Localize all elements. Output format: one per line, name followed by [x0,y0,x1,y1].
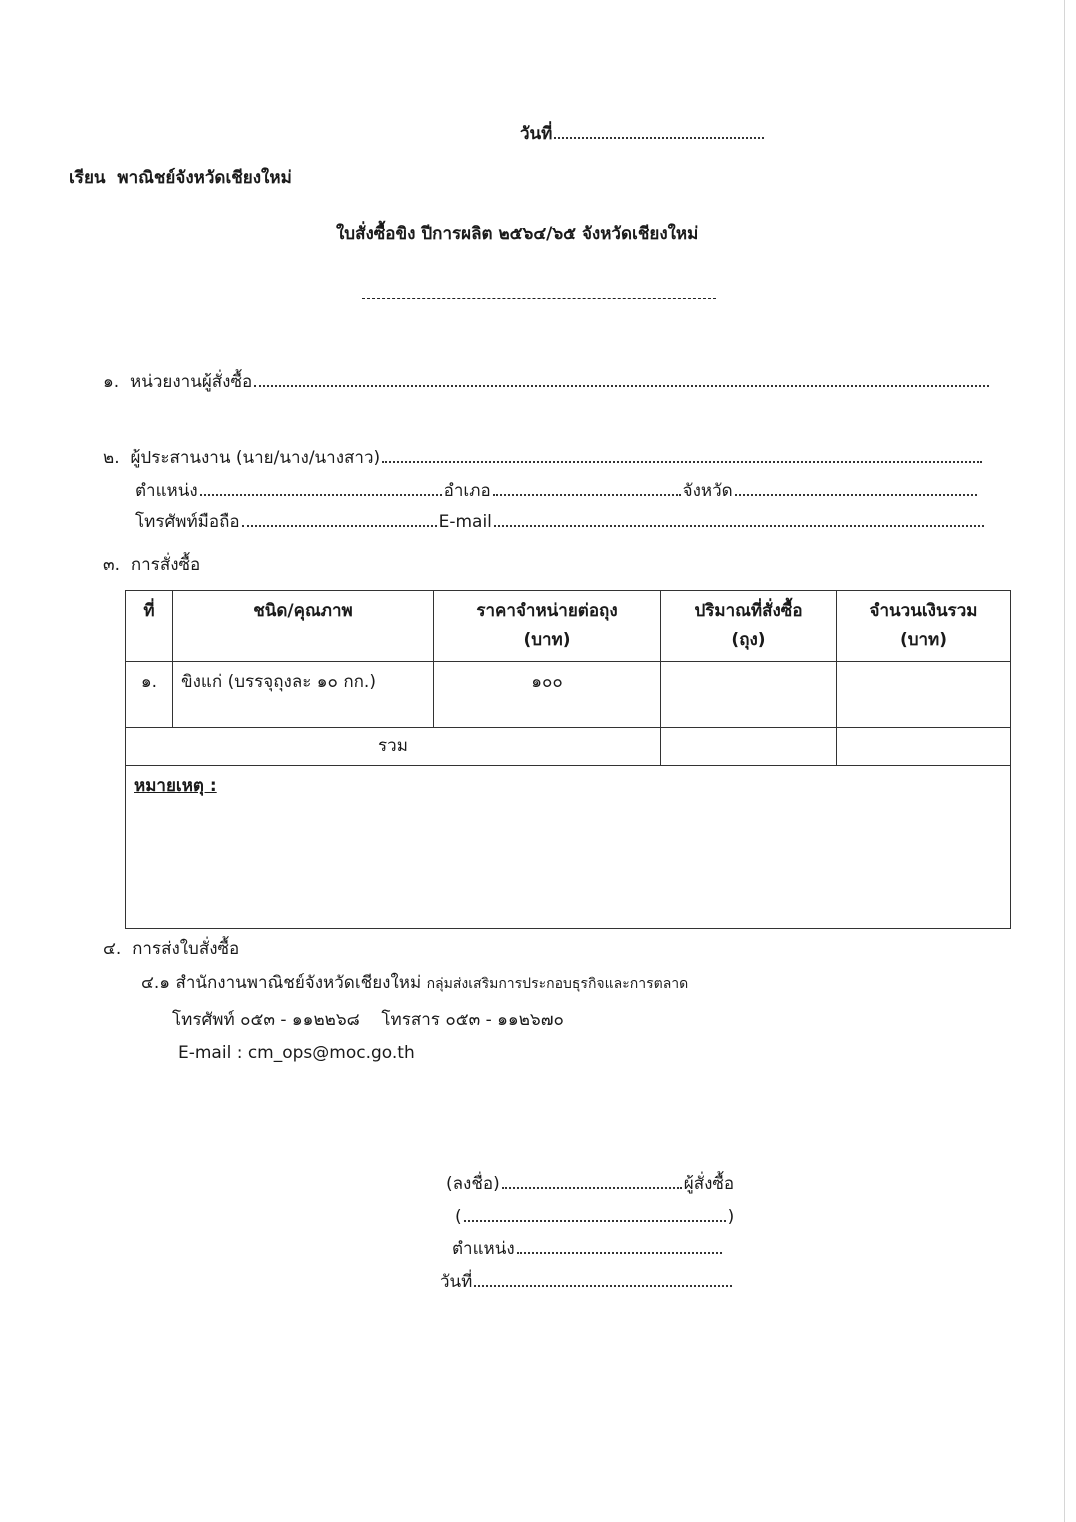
col-item-header: ชนิด/คุณภาพ [173,591,434,662]
table-header-row [126,591,1011,662]
section4-email-line: E-mail : cm_ops@moc.go.th [178,1043,415,1063]
section1-label: หน่วยงานผู้สั่งซื้อ [130,372,253,392]
email-field[interactable] [494,513,984,527]
section2-number: ๒. [103,448,120,468]
col-qty-header: ปริมาณที่สั่งซื้อ (ถุง) [661,591,837,662]
title-divider [362,298,716,299]
section4-office-line [141,973,688,993]
office-phone: โทรศัพท์ ๐๕๓ - ๑๑๒๒๖๘ [172,1010,360,1030]
date-line [520,124,766,144]
section1-line [103,372,991,392]
section2-contact-line [135,512,986,532]
email-label: E-mail [438,512,492,532]
signature-date-line [440,1272,734,1292]
total-amount-cell[interactable] [837,727,1011,765]
section4-number: ๔. [103,939,122,959]
section2-label: ผู้ประสานงาน (นาย/นาง/นางสาว) [130,448,381,468]
section1-number: ๑. [103,372,120,392]
signature-field[interactable] [502,1175,682,1189]
section4-sub-number: ๔.๑ [141,973,171,993]
signer-name-field[interactable] [464,1208,726,1222]
open-paren: ( [455,1207,462,1227]
col-amount-header: จำนวนเงินรวม (บาท) [837,591,1011,662]
signature-position-line [452,1239,724,1259]
section3-number: ๓. [103,555,121,575]
page-title: ใบสั่งซื้อขิง ปีการผลิต ๒๕๖๔/๖๕ จังหวัดเชียงใหม่ [336,224,699,244]
district-field[interactable] [493,482,681,496]
signature-line [446,1174,734,1194]
province-label: จังหวัด [682,481,733,501]
col-price-header: ราคาจำหน่ายต่อถุง (บาท) [434,591,661,662]
section4-line [103,939,239,959]
row-item: ขิงแก่ (บรรจุถุงละ ๑๐ กก.) [173,661,434,727]
row-no: ๑. [126,661,173,727]
section3-label: การสั่งซื้อ [130,555,201,575]
row-amount-cell[interactable] [837,661,1011,727]
note-cell[interactable] [126,765,1011,928]
close-paren: ) [727,1207,735,1227]
total-label: รวม [126,727,661,765]
mobile-label: โทรศัพท์มือถือ [135,512,240,532]
orderer-label: ผู้สั่งซื้อ [683,1174,735,1194]
sign-label: (ลงชื่อ) [446,1174,500,1194]
signer-position-label: ตำแหน่ง [452,1239,515,1259]
signature-name-line [455,1207,734,1227]
note-row [126,765,1011,928]
order-table [125,590,1011,929]
position-field[interactable] [200,482,442,496]
province-field[interactable] [735,482,977,496]
division-name: กลุ่มส่งเสริมการประกอบธุรกิจและการตลาด [426,976,689,992]
total-row [126,727,1011,765]
org-field[interactable] [254,373,989,387]
office-fax: โทรสาร ๐๕๓ - ๑๑๒๖๗๐ [381,1010,564,1030]
signer-position-field[interactable] [517,1240,722,1254]
section4-label: การส่งใบสั่งซื้อ [132,939,240,959]
section3-line [103,555,200,575]
total-qty-cell[interactable] [661,727,837,765]
table-row [126,661,1011,727]
office-name: สำนักงานพาณิชย์จังหวัดเชียงใหม่ [175,973,422,993]
signer-date-label: วันที่ [440,1272,473,1292]
to-prefix: เรียน [69,168,106,188]
page-edge-line [1064,0,1065,1522]
position-label: ตำแหน่ง [135,481,198,501]
addressee-line [69,168,292,188]
col-no-header: ที่ [126,591,173,662]
section4-phone-line [172,1010,564,1030]
coordinator-name-field[interactable] [382,449,982,463]
section2-position-line [135,481,979,501]
row-qty-cell[interactable] [661,661,837,727]
note-label: หมายเหตุ : [134,775,217,796]
row-price: ๑๐๐ [434,661,661,727]
mobile-field[interactable] [242,513,437,527]
date-dots [554,125,764,139]
district-label: อำเภอ [443,481,491,501]
date-label: วันที่ [520,124,553,144]
to-name: พาณิชย์จังหวัดเชียงใหม่ [117,168,292,188]
section2-line [103,448,984,468]
signer-date-field[interactable] [474,1273,732,1287]
